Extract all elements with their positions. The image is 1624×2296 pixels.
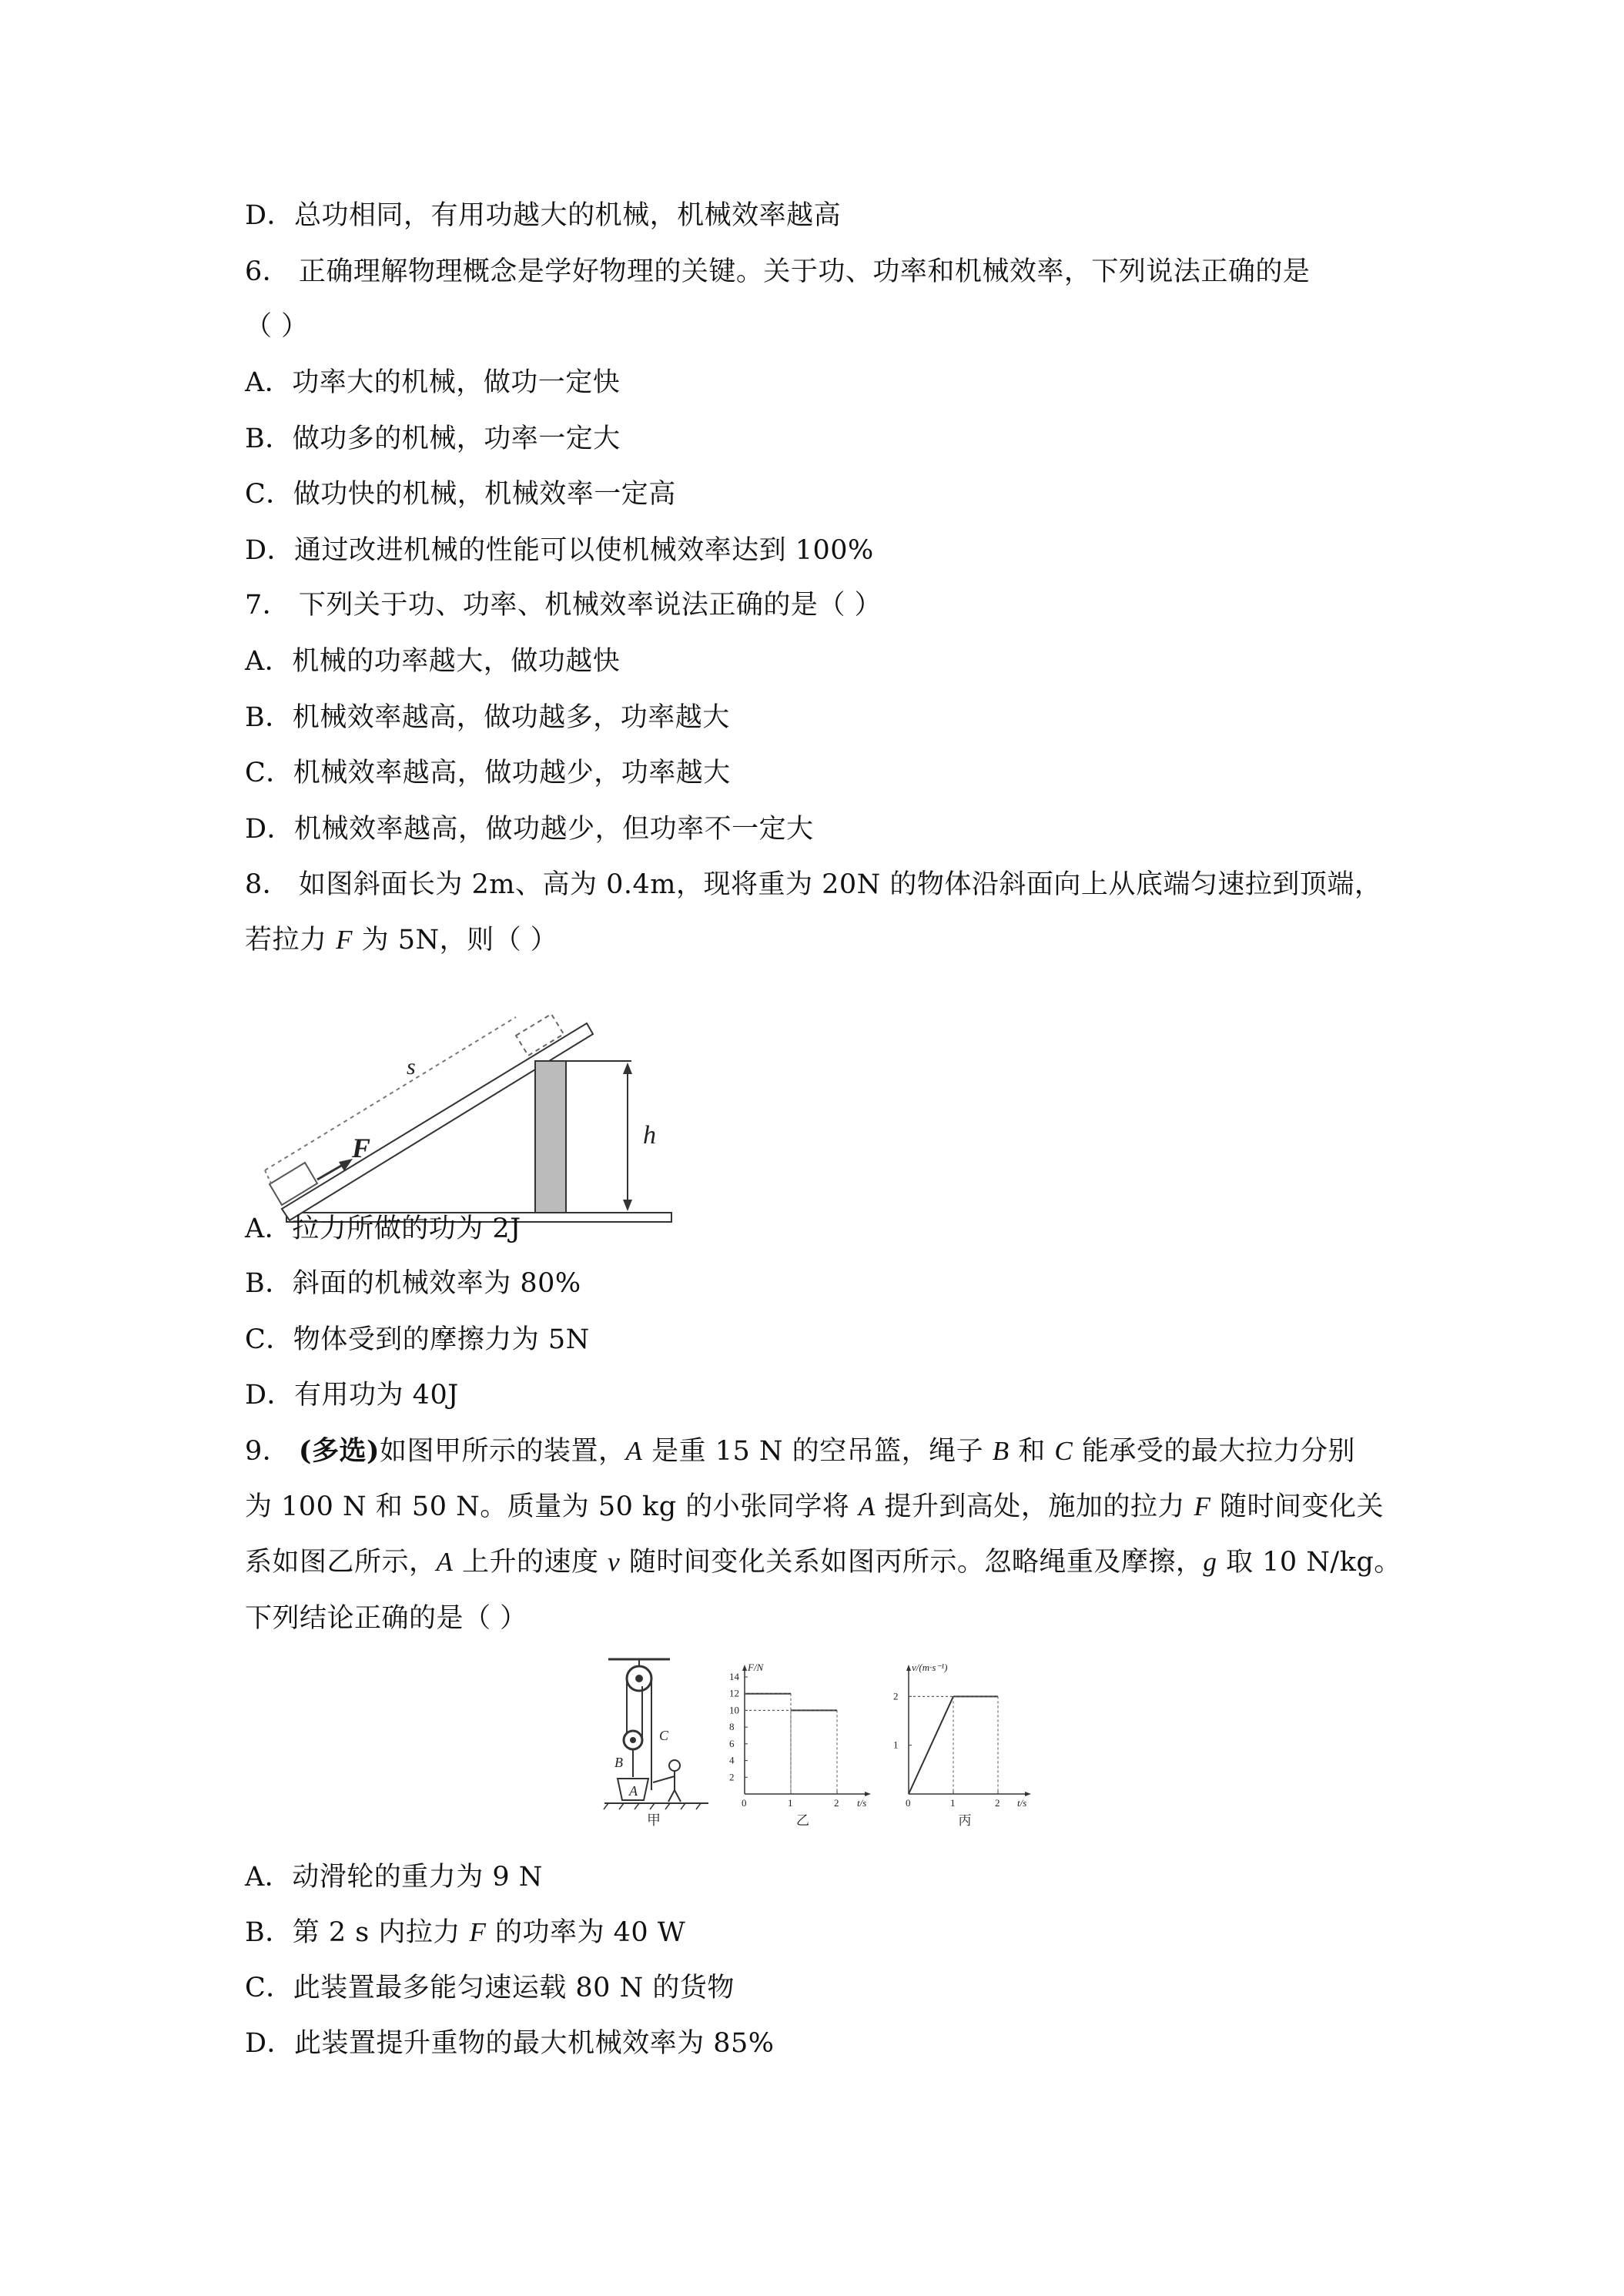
q9-stem-2 [245, 1490, 1384, 1524]
q9b-text-2: 的功率为 40 W [486, 1917, 686, 1948]
pulley-label-a: A [629, 1783, 638, 1799]
q9-var: A [858, 1491, 876, 1521]
q9-stem-4: 下列结论正确的是（ ） [245, 1603, 527, 1634]
q6-answer-blank: （ ） [245, 311, 309, 342]
q8-option-a: A．拉力所做的功为 2J [245, 1213, 521, 1244]
chart-caption: 丙 [958, 1813, 972, 1828]
q6-stem: 6． 正确理解物理概念是学好物理的关键。关于功、功率和机械效率，下列说法正确的是 [245, 256, 1311, 287]
y-tick-label: 12 [729, 1687, 739, 1699]
q9-text: 是重 15 N 的空吊篮，绳子 [642, 1436, 993, 1467]
y-axis-arrow [906, 1665, 911, 1671]
q8-text: 若拉力 [245, 925, 337, 956]
x-tick-label: 1 [950, 1797, 956, 1809]
q9-option-c: C．此装置最多能匀速运载 80 N 的货物 [245, 1973, 735, 2003]
q9-stem [245, 1434, 1355, 1468]
y-tick-label: 4 [729, 1754, 735, 1766]
q9-text: 随时间变化关 [1210, 1491, 1385, 1522]
q8-var-f: F [336, 925, 353, 955]
y-tick-label: 6 [729, 1737, 735, 1749]
q9-option-d: D．此装置提升重物的最大机械效率为 85% [245, 2028, 775, 2059]
q8-option-c: C．物体受到的摩擦力为 5N [245, 1324, 590, 1355]
incline-label-f: F [352, 1133, 371, 1163]
pulley-figure [601, 1655, 716, 1829]
y-tick-label: 8 [729, 1721, 735, 1733]
q9-var: v [608, 1547, 621, 1577]
x-tick-label: 2 [834, 1797, 839, 1809]
q9b-text: B．第 2 s 内拉力 [245, 1917, 470, 1948]
x-axis-arrow [1025, 1792, 1031, 1796]
series-segment [909, 1696, 953, 1794]
q9-multi-tag: (多选) [298, 1435, 380, 1467]
y-tick-label: 10 [729, 1704, 739, 1716]
y-tick-label: 1 [893, 1739, 899, 1751]
x-axis-label: t/s [857, 1797, 867, 1809]
q9-stem-3 [245, 1545, 1401, 1579]
incline-label-s: s [407, 1054, 416, 1079]
q9-text: 上升的速度 [453, 1547, 608, 1578]
q8-text-2: 为 5N，则（ ） [353, 925, 558, 956]
q9-text: 能承受的最大拉力分别 [1073, 1436, 1355, 1467]
q9-option-a: A．动滑轮的重力为 9 N [245, 1862, 543, 1893]
q6-option-c: C．做功快的机械，机械效率一定高 [245, 479, 676, 510]
y-tick-label: 2 [893, 1690, 899, 1702]
incline-label-h: h [643, 1121, 656, 1150]
q9-text: 随时间变化关系如图丙所示。忽略绳重及摩擦， [620, 1547, 1204, 1578]
q9-var: A [436, 1547, 454, 1577]
q9-text: 如图甲所示的装置， [380, 1436, 626, 1467]
q9-var: A [625, 1436, 643, 1466]
q9-text: 取 10 N/kg。 [1217, 1547, 1401, 1578]
y-axis-label: F/N [748, 1662, 764, 1673]
q9-option-b [245, 1916, 685, 1950]
y-axis-arrow [742, 1665, 747, 1671]
x-axis-arrow [865, 1792, 871, 1796]
chart-caption: 乙 [796, 1813, 809, 1828]
q6-option-b: B．做功多的机械，功率一定大 [245, 423, 621, 454]
q6-option-d: D．通过改进机械的性能可以使机械效率达到 100% [245, 535, 874, 566]
q9-var: g [1203, 1547, 1217, 1577]
q9-var: B [992, 1436, 1010, 1466]
q8-option-d: D．有用功为 40J [245, 1380, 459, 1411]
q9-text: 系如图乙所示， [245, 1547, 437, 1578]
incline-figure [254, 989, 685, 1232]
x-tick-label: 2 [995, 1797, 1000, 1809]
pulley-label-b: B [614, 1755, 623, 1770]
q8-stem: 8． 如图斜面长为 2m、高为 0.4m，现将重为 20N 的物体沿斜面向上从底端匀速拉到顶端， [245, 869, 1382, 900]
q8-option-b: B．斜面的机械效率为 80% [245, 1268, 581, 1299]
q9b-var: F [469, 1917, 487, 1947]
x-tick-label: 1 [788, 1797, 793, 1809]
q7-option-a: A．机械的功率越大，做功越快 [245, 646, 621, 677]
y-axis-label: v/(m·s⁻¹) [912, 1662, 948, 1673]
q9-var: F [1194, 1491, 1211, 1521]
q5-option-d: D．总功相同，有用功越大的机械，机械效率越高 [245, 200, 842, 231]
q9-text: 提升到高处，施加的拉力 [875, 1491, 1194, 1522]
q7-option-d: D．机械效率越高，做功越少，但功率不一定大 [245, 814, 814, 845]
y-tick-label: 2 [729, 1771, 735, 1783]
velocity-time-chart [886, 1652, 1040, 1829]
q9-var: C [1054, 1436, 1073, 1466]
pulley-label-c: C [659, 1728, 669, 1743]
q7-option-c: C．机械效率越高，做功越少，功率越大 [245, 758, 731, 788]
q6-option-a: A．功率大的机械，做功一定快 [245, 367, 621, 398]
y-tick-label: 14 [729, 1671, 739, 1682]
force-time-chart [720, 1652, 882, 1829]
x-tick-label: 0 [742, 1797, 747, 1809]
x-tick-label: 0 [906, 1797, 911, 1809]
q7-stem: 7． 下列关于功、功率、机械效率说法正确的是（ ） [245, 590, 882, 621]
q9-text: 为 100 N 和 50 N。质量为 50 kg 的小张同学将 [245, 1491, 859, 1522]
pulley-caption: 甲 [647, 1812, 661, 1828]
q9-text: 和 [1009, 1436, 1055, 1467]
x-axis-label: t/s [1017, 1797, 1027, 1809]
q8-stem-2 [245, 923, 558, 957]
q7-option-b: B．机械效率越高，做功越多，功率越大 [245, 702, 730, 733]
q9-number: 9． [245, 1436, 299, 1467]
